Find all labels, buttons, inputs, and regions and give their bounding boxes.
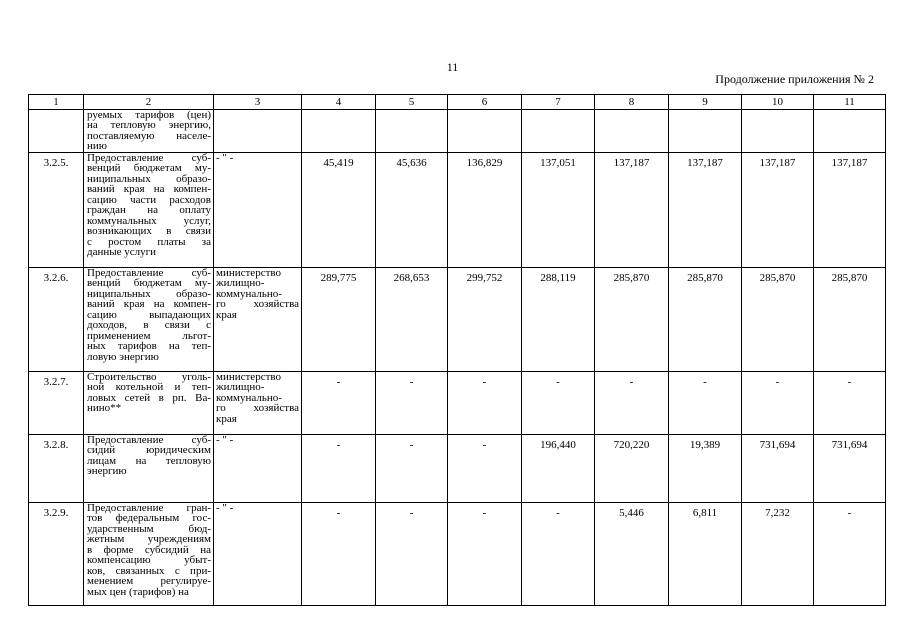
column-header: 1 — [29, 95, 84, 110]
description-line: ков, связанных с при- — [87, 564, 211, 577]
responsible-line: - " - — [216, 433, 234, 446]
responsible-cell — [214, 502, 302, 605]
value-cell — [448, 109, 522, 152]
description-line: граждан на оплату — [87, 204, 211, 216]
table-row — [29, 434, 886, 502]
value-cell — [814, 109, 886, 152]
responsible-line: жилищно- — [216, 381, 265, 393]
value-cell: - — [814, 502, 886, 605]
value-cell: 7,232 — [742, 502, 814, 605]
description-line: ной котельной и теп- — [87, 381, 211, 393]
value-cell: 285,870 — [669, 267, 742, 371]
value-cell: 288,119 — [522, 267, 595, 371]
value-cell: 136,829 — [448, 152, 522, 267]
description-line: Предоставление гран- — [87, 501, 211, 514]
description-line: данные услуги — [87, 246, 157, 258]
description-line: руемых тарифов (цен) — [87, 108, 211, 121]
table-body — [29, 109, 886, 605]
description-line: сидий юридическим — [87, 444, 211, 456]
row-index-cell — [29, 109, 84, 152]
column-header: 11 — [814, 95, 886, 110]
description-line: на тепловую энергию, — [87, 119, 211, 131]
table-header — [29, 95, 886, 110]
value-cell: 6,811 — [669, 502, 742, 605]
value-cell: 289,775 — [302, 267, 376, 371]
value-cell: - — [814, 371, 886, 434]
value-cell: 137,187 — [669, 152, 742, 267]
description-line: энергию — [87, 465, 127, 477]
value-cell: 268,653 — [376, 267, 448, 371]
responsible-cell — [214, 152, 302, 267]
value-cell — [302, 109, 376, 152]
responsible-cell — [214, 267, 302, 371]
value-cell: - — [302, 371, 376, 434]
responsible-line: коммунально- — [216, 287, 282, 300]
value-cell: - — [448, 502, 522, 605]
row-index-cell: 3.2.8. — [29, 434, 84, 502]
description-line: Предоставление суб- — [87, 266, 211, 279]
description-line: ваний края на компен- — [87, 298, 211, 310]
value-cell: 720,220 — [595, 434, 669, 502]
responsible-line: го хозяйства — [216, 402, 299, 414]
description-line: нию — [87, 140, 107, 152]
row-index-cell: 3.2.7. — [29, 371, 84, 434]
description-line: ваний края на компен- — [87, 183, 211, 195]
value-cell: - — [669, 371, 742, 434]
value-cell: 285,870 — [814, 267, 886, 371]
responsible-line: края — [216, 308, 237, 321]
column-header: 9 — [669, 95, 742, 110]
value-cell: 196,440 — [522, 434, 595, 502]
row-index-cell: 3.2.6. — [29, 267, 84, 371]
value-cell: 299,752 — [448, 267, 522, 371]
description-cell — [84, 152, 214, 267]
description-line: ловых сетей в рп. Ва- — [87, 391, 211, 404]
value-cell: - — [595, 371, 669, 434]
responsible-line: го хозяйства — [216, 298, 299, 310]
responsible-line: министерство — [216, 266, 282, 279]
value-cell: - — [302, 502, 376, 605]
responsible-cell — [214, 371, 302, 434]
column-header: 5 — [376, 95, 448, 110]
row-index-cell: 3.2.5. — [29, 152, 84, 267]
description-line: с ростом платы за — [87, 235, 211, 248]
description-line: Предоставление суб- — [87, 151, 211, 164]
value-cell: 45,636 — [376, 152, 448, 267]
responsible-line: края — [216, 412, 237, 425]
value-cell: 5,446 — [595, 502, 669, 605]
description-cell — [84, 109, 214, 152]
responsible-line: - " - — [216, 501, 234, 514]
description-line: ловую энергию — [87, 350, 159, 363]
description-cell — [84, 371, 214, 434]
value-cell: 285,870 — [742, 267, 814, 371]
value-cell — [522, 109, 595, 152]
responsible-cell — [214, 434, 302, 502]
responsible-line: жилищно- — [216, 277, 265, 289]
value-cell — [376, 109, 448, 152]
description-line: Предоставление суб- — [87, 433, 211, 446]
description-line: ударственным бюд- — [87, 522, 211, 535]
description-line: возникающих в связи — [87, 225, 211, 237]
table-row — [29, 267, 886, 371]
description-line: применением льгот- — [87, 329, 211, 342]
table-row — [29, 109, 886, 152]
row-index-cell: 3.2.9. — [29, 502, 84, 605]
value-cell: - — [302, 434, 376, 502]
column-header: 7 — [522, 95, 595, 110]
value-cell: 19,389 — [669, 434, 742, 502]
value-cell: 137,187 — [595, 152, 669, 267]
description-line: ниципальных образо- — [87, 287, 211, 300]
budget-table — [28, 94, 886, 606]
description-line: венций бюджетам му- — [87, 277, 211, 289]
column-header: 2 — [84, 95, 214, 110]
column-header: 3 — [214, 95, 302, 110]
description-line: тов федеральным гос- — [87, 512, 211, 524]
table-row — [29, 152, 886, 267]
value-cell: 45,419 — [302, 152, 376, 267]
column-header: 6 — [448, 95, 522, 110]
description-line: Строительство уголь- — [87, 370, 211, 383]
description-line: компенсацию убыт- — [87, 554, 211, 566]
description-line: коммунальных услуг, — [87, 214, 211, 227]
table-row — [29, 371, 886, 434]
value-cell: - — [522, 371, 595, 434]
description-line: ных тарифов на теп- — [87, 340, 211, 352]
value-cell: 731,694 — [742, 434, 814, 502]
description-line: нино** — [87, 402, 122, 414]
value-cell: - — [376, 434, 448, 502]
description-line: ниципальных образо- — [87, 172, 211, 185]
appendix-continuation-label: Продолжение приложения № 2 — [715, 72, 874, 86]
description-line: венций бюджетам му- — [87, 162, 211, 174]
description-line: в форме субсидий на — [87, 543, 211, 556]
description-line: доходов, в связи с — [87, 319, 211, 331]
column-number-row — [29, 95, 886, 110]
description-cell — [84, 267, 214, 371]
description-line: сацию части расходов — [87, 193, 211, 206]
description-line: мых цен (тарифов) на — [87, 585, 189, 598]
value-cell — [669, 109, 742, 152]
value-cell: - — [448, 434, 522, 502]
value-cell: - — [376, 371, 448, 434]
responsible-line: коммунально- — [216, 391, 282, 404]
description-cell — [84, 502, 214, 605]
column-header: 4 — [302, 95, 376, 110]
column-header: 10 — [742, 95, 814, 110]
description-line: жетным учреждениям — [87, 533, 211, 545]
responsible-cell — [214, 109, 302, 152]
value-cell: 285,870 — [595, 267, 669, 371]
description-line: сацию выпадающих — [87, 308, 211, 321]
value-cell: 137,187 — [742, 152, 814, 267]
description-line: поставляемую населе- — [87, 129, 211, 142]
page-number: 11 — [446, 60, 459, 74]
responsible-line: - " - — [216, 151, 234, 164]
value-cell: 137,187 — [814, 152, 886, 267]
responsible-line: министерство — [216, 370, 282, 383]
value-cell: - — [742, 371, 814, 434]
value-cell — [595, 109, 669, 152]
value-cell: - — [522, 502, 595, 605]
description-cell — [84, 434, 214, 502]
description-line: менением регулируе- — [87, 575, 211, 587]
description-line: лицам на тепловую — [87, 454, 211, 467]
value-cell: - — [448, 371, 522, 434]
value-cell: 731,694 — [814, 434, 886, 502]
value-cell: - — [376, 502, 448, 605]
value-cell — [742, 109, 814, 152]
value-cell: 137,051 — [522, 152, 595, 267]
column-header: 8 — [595, 95, 669, 110]
table-row — [29, 502, 886, 605]
